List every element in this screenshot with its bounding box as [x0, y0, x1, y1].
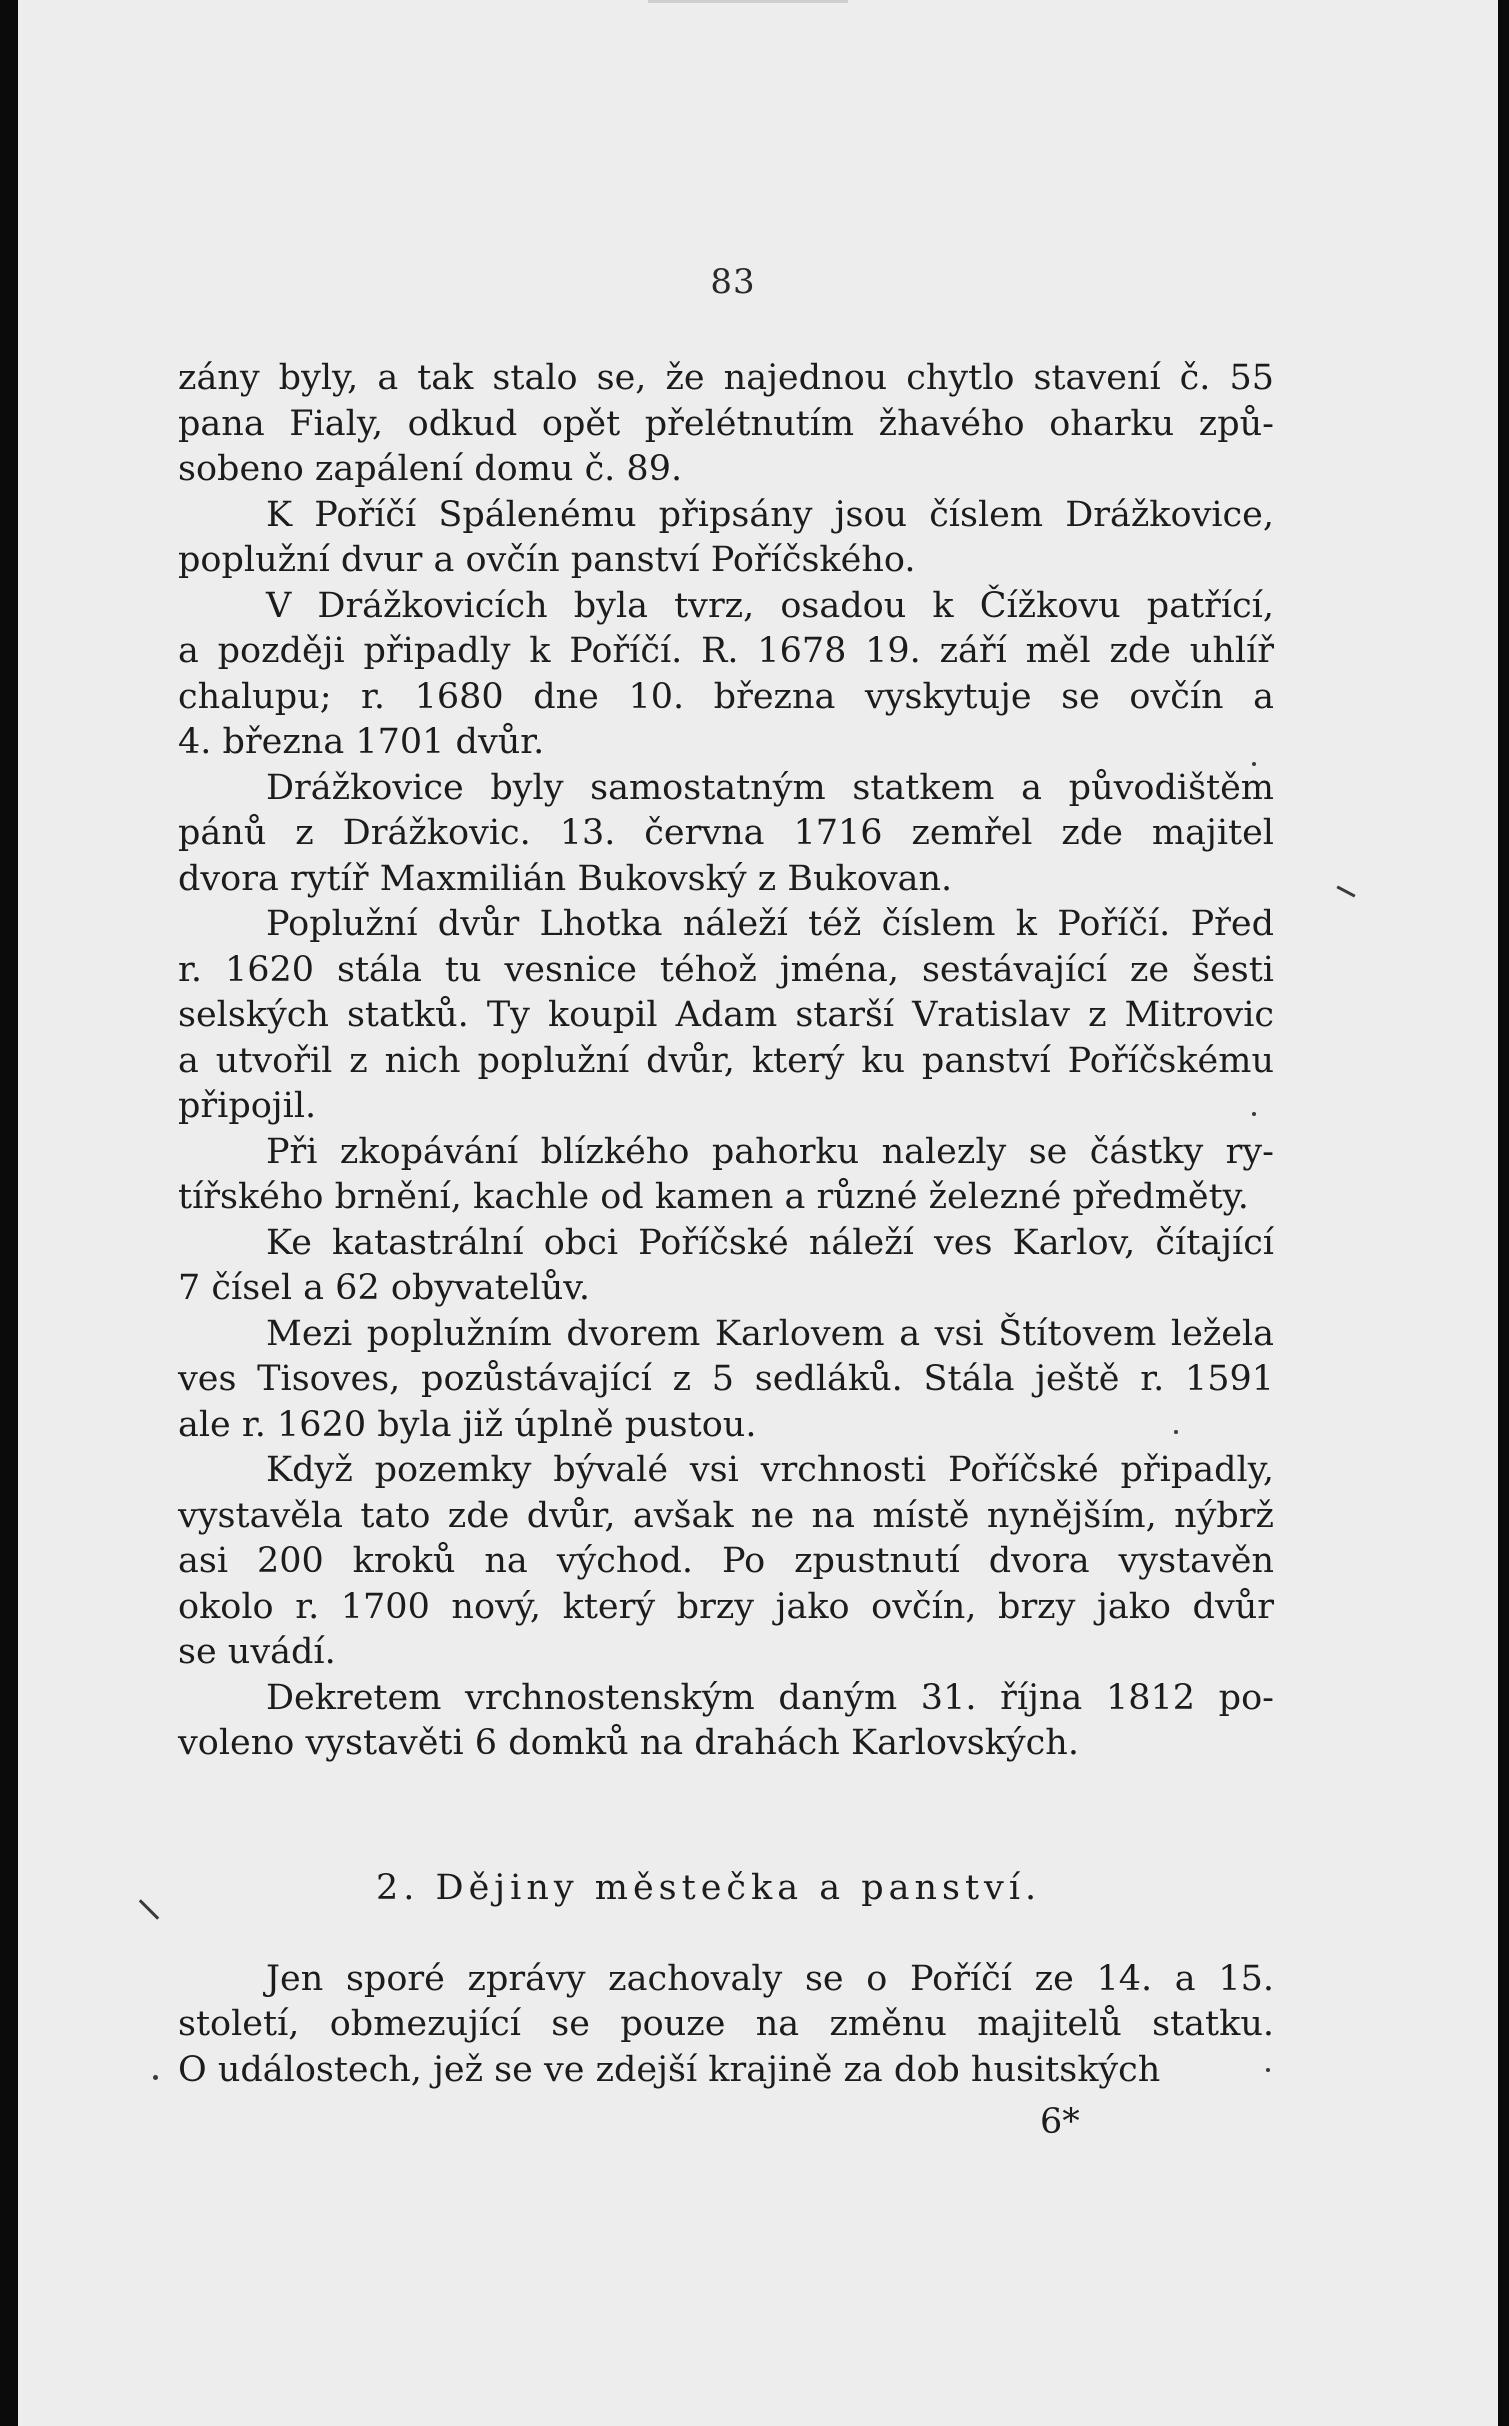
text-line: K Poříčí Spálenému připsány jsou číslem Drážkovice, — [266, 494, 1274, 535]
text-line: Ke katastrální obci Poříčské náleží ves Karlov, čítající — [266, 1222, 1274, 1263]
text-line: se uvádí. — [178, 1632, 336, 1672]
body-text — [178, 356, 1274, 2093]
text-line: vystavěla tato zde dvůr, avšak ne na místě nynějším, nýbrž — [178, 1495, 1274, 1536]
text-line: poplužní dvur a ovčín panství Poříčského. — [178, 540, 916, 580]
paragraph — [178, 356, 1274, 493]
text-line: voleno vystavěti 6 domků na drahách Karlovských. — [178, 1723, 1079, 1763]
text-line: Dekretem vrchnostenským daným 31. října 1812 po- — [266, 1677, 1274, 1718]
scan-speck — [1252, 1112, 1256, 1116]
text-line: 4. března 1701 dvůr. — [178, 722, 545, 762]
text-line: selských statků. Ty koupil Adam starší Vratislav z Mitrovic — [178, 995, 1274, 1035]
scan-speck — [153, 2075, 158, 2080]
paragraph — [178, 584, 1274, 766]
scan-speck — [1266, 2068, 1270, 2072]
text-line: pánů z Drážkovic. 13. června 1716 zemřel zde majitel — [178, 813, 1274, 853]
text-line: O událostech, jež se ve zdejší krajině za dob husitských — [178, 2049, 1161, 2090]
scan-edge-mark — [648, 0, 848, 3]
text-line: zány byly, a tak stalo se, že najednou chytlo stavení č. 55 — [178, 358, 1274, 398]
text-line: Při zkopávání blízkého pahorku nalezly se částky ry- — [266, 1131, 1274, 1172]
section-spacer — [178, 1767, 1274, 1863]
paragraph — [178, 1130, 1274, 1221]
paragraph — [178, 1676, 1274, 1767]
text-line: Poplužní dvůr Lhotka náleží též číslem k Poříčí. Před — [266, 904, 1274, 944]
text-line: ves Tisoves, pozůstávající z 5 sedláků. Stála ještě r. 1591 — [178, 1359, 1274, 1399]
text-line: ale r. 1620 byla již úplně pustou. — [178, 1404, 757, 1445]
scan-speck — [1336, 885, 1355, 897]
text-line: tířského brnění, kachle od kamen a různé železné předměty. — [178, 1177, 1249, 1217]
text-line: pana Fialy, odkud opět přelétnutím žhavého oharku způ- — [178, 403, 1274, 444]
scan-speck — [1174, 1430, 1178, 1434]
paragraph-list — [178, 356, 1274, 1767]
text-line: Mezi poplužním dvorem Karlovem a vsi Štítovem ležela — [266, 1313, 1274, 1354]
section-paragraph — [178, 1957, 1274, 2094]
section-heading: 2. Dějiny městečka a panství. — [376, 1867, 1042, 1908]
text-line: Drážkovice byly samostatným statkem a původištěm — [266, 767, 1274, 808]
text-line: dvora rytíř Maxmilián Bukovský z Bukovan. — [178, 858, 953, 899]
text-line: Jen sporé zprávy zachovaly se o Poříčí ze 14. a 15. — [266, 1958, 1274, 1999]
text-line: a utvořil z nich poplužní dvůr, který ku panství Poříčskému — [178, 1040, 1274, 1081]
page-number: 83 — [710, 262, 756, 302]
text-line: 7 čísel a 62 obyvatelův. — [178, 1268, 590, 1308]
text-line: sobeno zapálení domu č. 89. — [178, 449, 683, 489]
text-line: připojil. — [178, 1086, 317, 1126]
paragraph — [178, 902, 1274, 1130]
paragraph — [178, 766, 1274, 903]
signature-mark: 6* — [1040, 2102, 1080, 2142]
paragraph — [178, 1221, 1274, 1312]
text-line: Když pozemky bývalé vsi vrchnosti Poříčské připadly, — [266, 1450, 1274, 1490]
text-line: a později připadly k Poříčí. R. 1678 19. září měl zde uhlíř — [178, 631, 1274, 671]
text-line: r. 1620 stála tu vesnice téhož jména, sestávající ze šesti — [178, 949, 1274, 990]
text-line: století, obmezující se pouze na změnu majitelů statku. — [178, 2004, 1274, 2044]
text-line: okolo r. 1700 nový, který brzy jako ovčín, brzy jako dvůr — [178, 1586, 1274, 1627]
text-line: chalupu; r. 1680 dne 10. března vyskytuje se ovčín a — [178, 676, 1274, 717]
heading-spacer — [178, 1913, 1274, 1957]
book-page — [18, 0, 1498, 2426]
paragraph — [178, 1312, 1274, 1449]
paragraph — [178, 1448, 1274, 1676]
paragraph — [178, 493, 1274, 584]
scan-speck — [1252, 762, 1256, 766]
scan-speck — [139, 1899, 160, 1920]
text-line: V Drážkovicích byla tvrz, osadou k Čížkovu patřící, — [266, 585, 1274, 626]
text-line: asi 200 kroků na východ. Po zpustnutí dvora vystavěn — [178, 1541, 1274, 1581]
